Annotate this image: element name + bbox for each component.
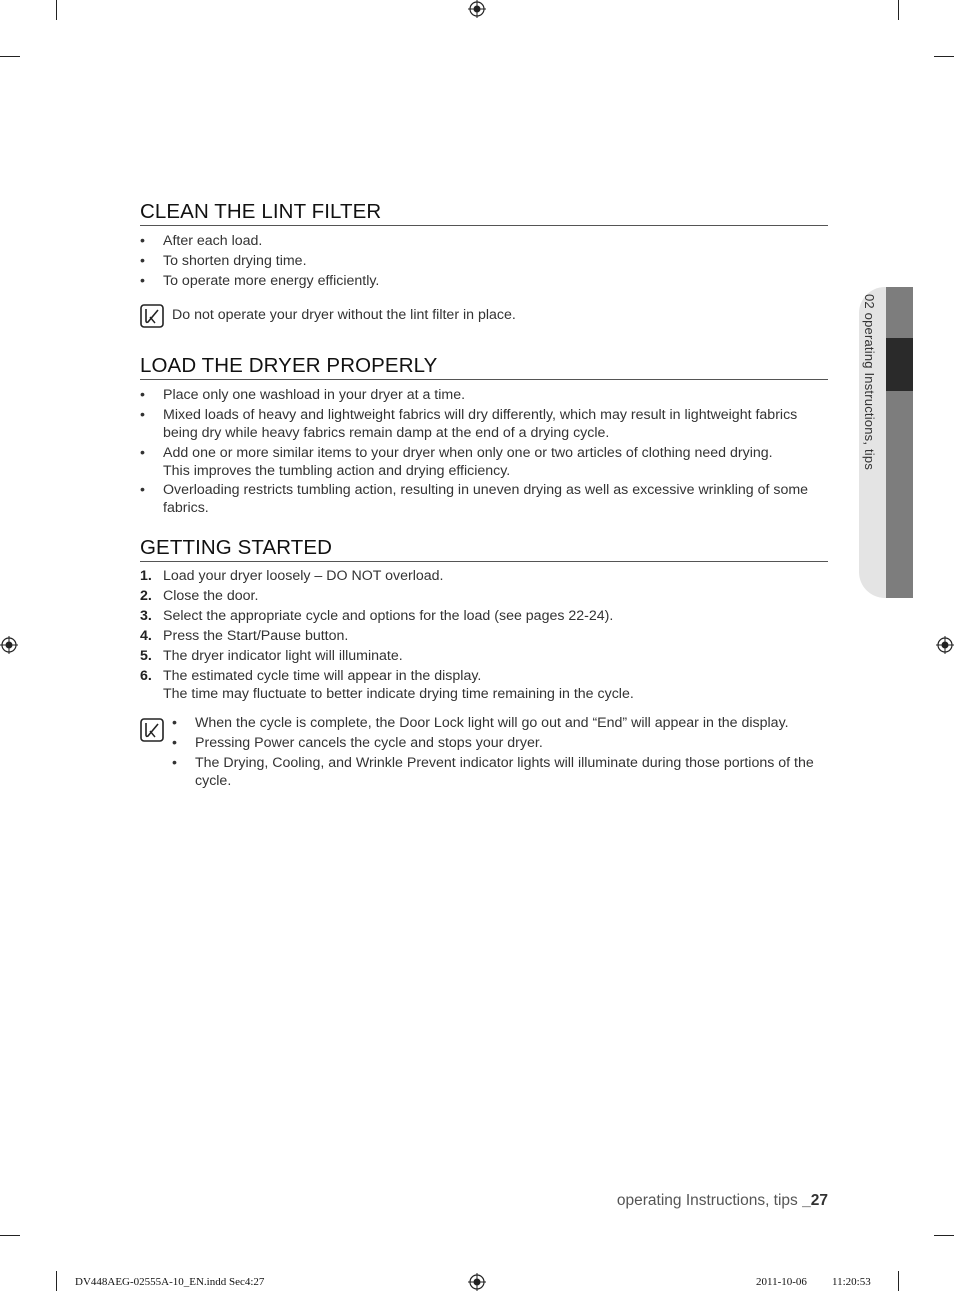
note-icon: [140, 304, 164, 328]
side-tab-marker: [886, 338, 913, 391]
crop-mark: [898, 1271, 899, 1291]
section-title-getting-started: GETTING STARTED: [140, 536, 828, 562]
section-title-clean-lint-filter: CLEAN THE LINT FILTER: [140, 200, 828, 226]
crop-mark: [0, 56, 20, 57]
registration-mark-icon: [468, 1273, 486, 1291]
crop-mark: [56, 1271, 57, 1291]
crop-mark: [934, 56, 954, 57]
side-tab-strip: [886, 287, 913, 598]
page-number: _27: [802, 1192, 828, 1209]
crop-mark: [898, 0, 899, 20]
note-icon: [140, 718, 164, 742]
crop-mark: [0, 1235, 20, 1236]
registration-mark-icon: [468, 0, 486, 18]
side-tab-label: 02 operating Instructions, tips: [862, 294, 877, 471]
crop-mark: [934, 1235, 954, 1236]
section-title-load-dryer: LOAD THE DRYER PROPERLY: [140, 354, 828, 380]
footer-label: operating Instructions, tips: [616, 1192, 798, 1209]
registration-mark-icon: [936, 636, 954, 654]
crop-mark: [56, 0, 57, 20]
page-footer: [617, 1192, 828, 1210]
note-text: Do not operate your dryer without the lint filter in place.: [172, 307, 516, 323]
slug-file: DV448AEG-02555A-10_EN.indd Sec4:27: [75, 1276, 265, 1288]
slug-date: 2011-10-06: [756, 1276, 807, 1288]
registration-mark-icon: [0, 636, 18, 654]
slug-time: 11:20:53: [832, 1276, 871, 1288]
